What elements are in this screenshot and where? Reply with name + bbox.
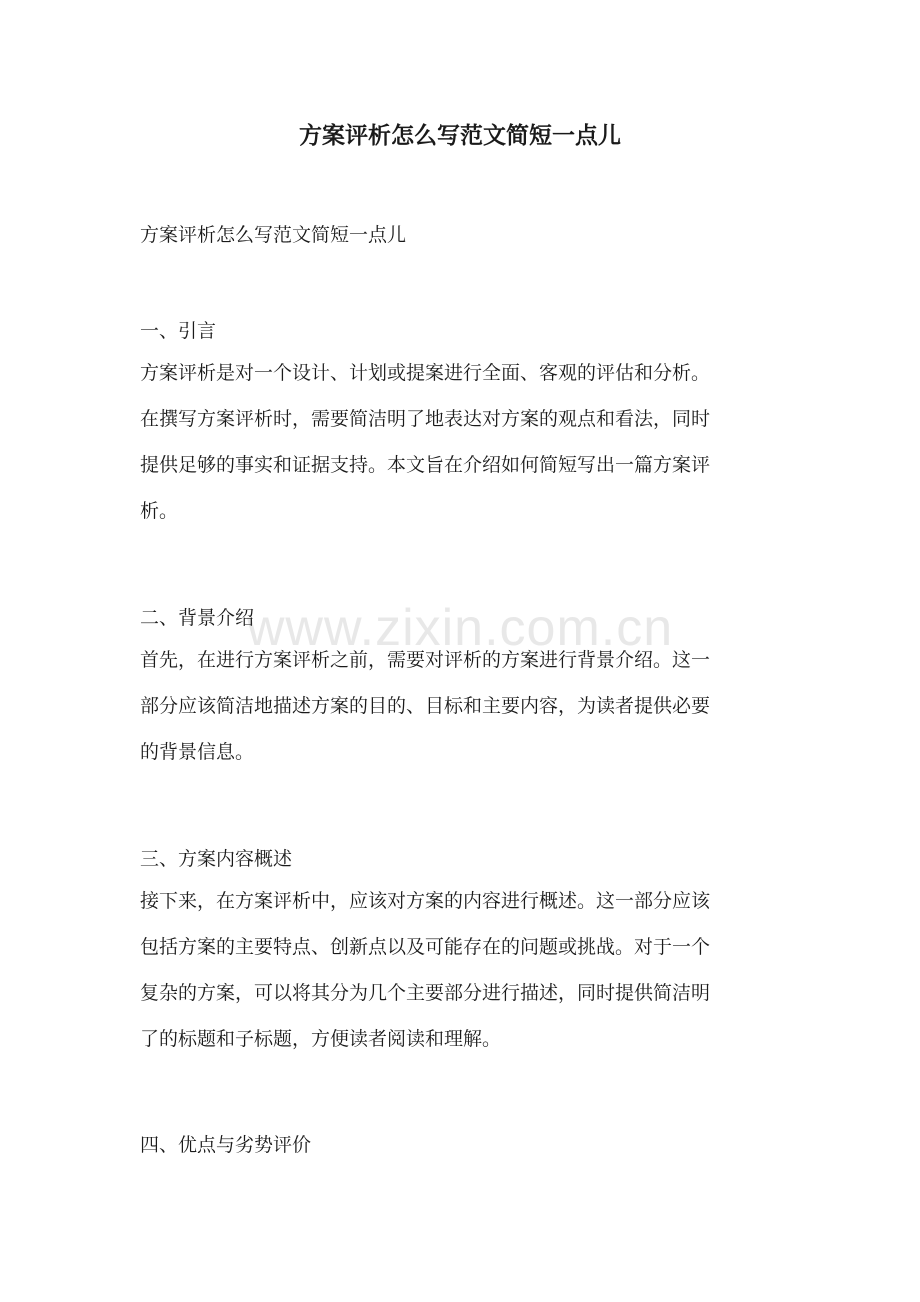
body-line: 首先，在进行方案评析之前，需要对评析的方案进行背景介绍。这一 bbox=[140, 649, 711, 671]
body-line: 在撰写方案评析时，需要简洁明了地表达对方案的观点和看法，同时 bbox=[140, 408, 711, 430]
body-line: 包括方案的主要特点、创新点以及可能存在的问题或挑战。对于一个 bbox=[140, 936, 711, 958]
section-body bbox=[140, 878, 790, 1062]
body-line: 方案评析是对一个设计、计划或提案进行全面、客观的评估和分析。 bbox=[140, 362, 711, 384]
document-subtitle: 方案评析怎么写范文简短一点儿 bbox=[140, 224, 407, 246]
document-title: 方案评析怎么写范文简短一点儿 bbox=[299, 122, 621, 149]
section-heading: 一、引言 bbox=[140, 320, 217, 342]
section-body bbox=[140, 637, 790, 775]
section-evaluation bbox=[140, 1126, 790, 1164]
section-introduction bbox=[140, 312, 790, 534]
body-line: 接下来，在方案评析中，应该对方案的内容进行概述。这一部分应该 bbox=[140, 890, 711, 912]
body-line: 了的标题和子标题，方便读者阅读和理解。 bbox=[140, 1028, 502, 1050]
body-line: 复杂的方案，可以将其分为几个主要部分进行描述，同时提供简洁明 bbox=[140, 982, 711, 1004]
section-heading: 二、背景介绍 bbox=[140, 607, 255, 629]
body-line: 的背景信息。 bbox=[140, 741, 255, 763]
watermark: www.zixin.com.cn bbox=[246, 599, 674, 657]
body-line: 析。 bbox=[140, 500, 179, 522]
section-heading: 四、优点与劣势评价 bbox=[140, 1134, 312, 1156]
body-line: 提供足够的事实和证据支持。本文旨在介绍如何简短写出一篇方案评 bbox=[140, 454, 711, 476]
section-overview bbox=[140, 840, 790, 1062]
section-background bbox=[140, 599, 790, 775]
section-heading: 三、方案内容概述 bbox=[140, 848, 293, 870]
body-line: 部分应该简洁地描述方案的目的、目标和主要内容，为读者提供必要 bbox=[140, 695, 711, 717]
section-body bbox=[140, 350, 790, 534]
